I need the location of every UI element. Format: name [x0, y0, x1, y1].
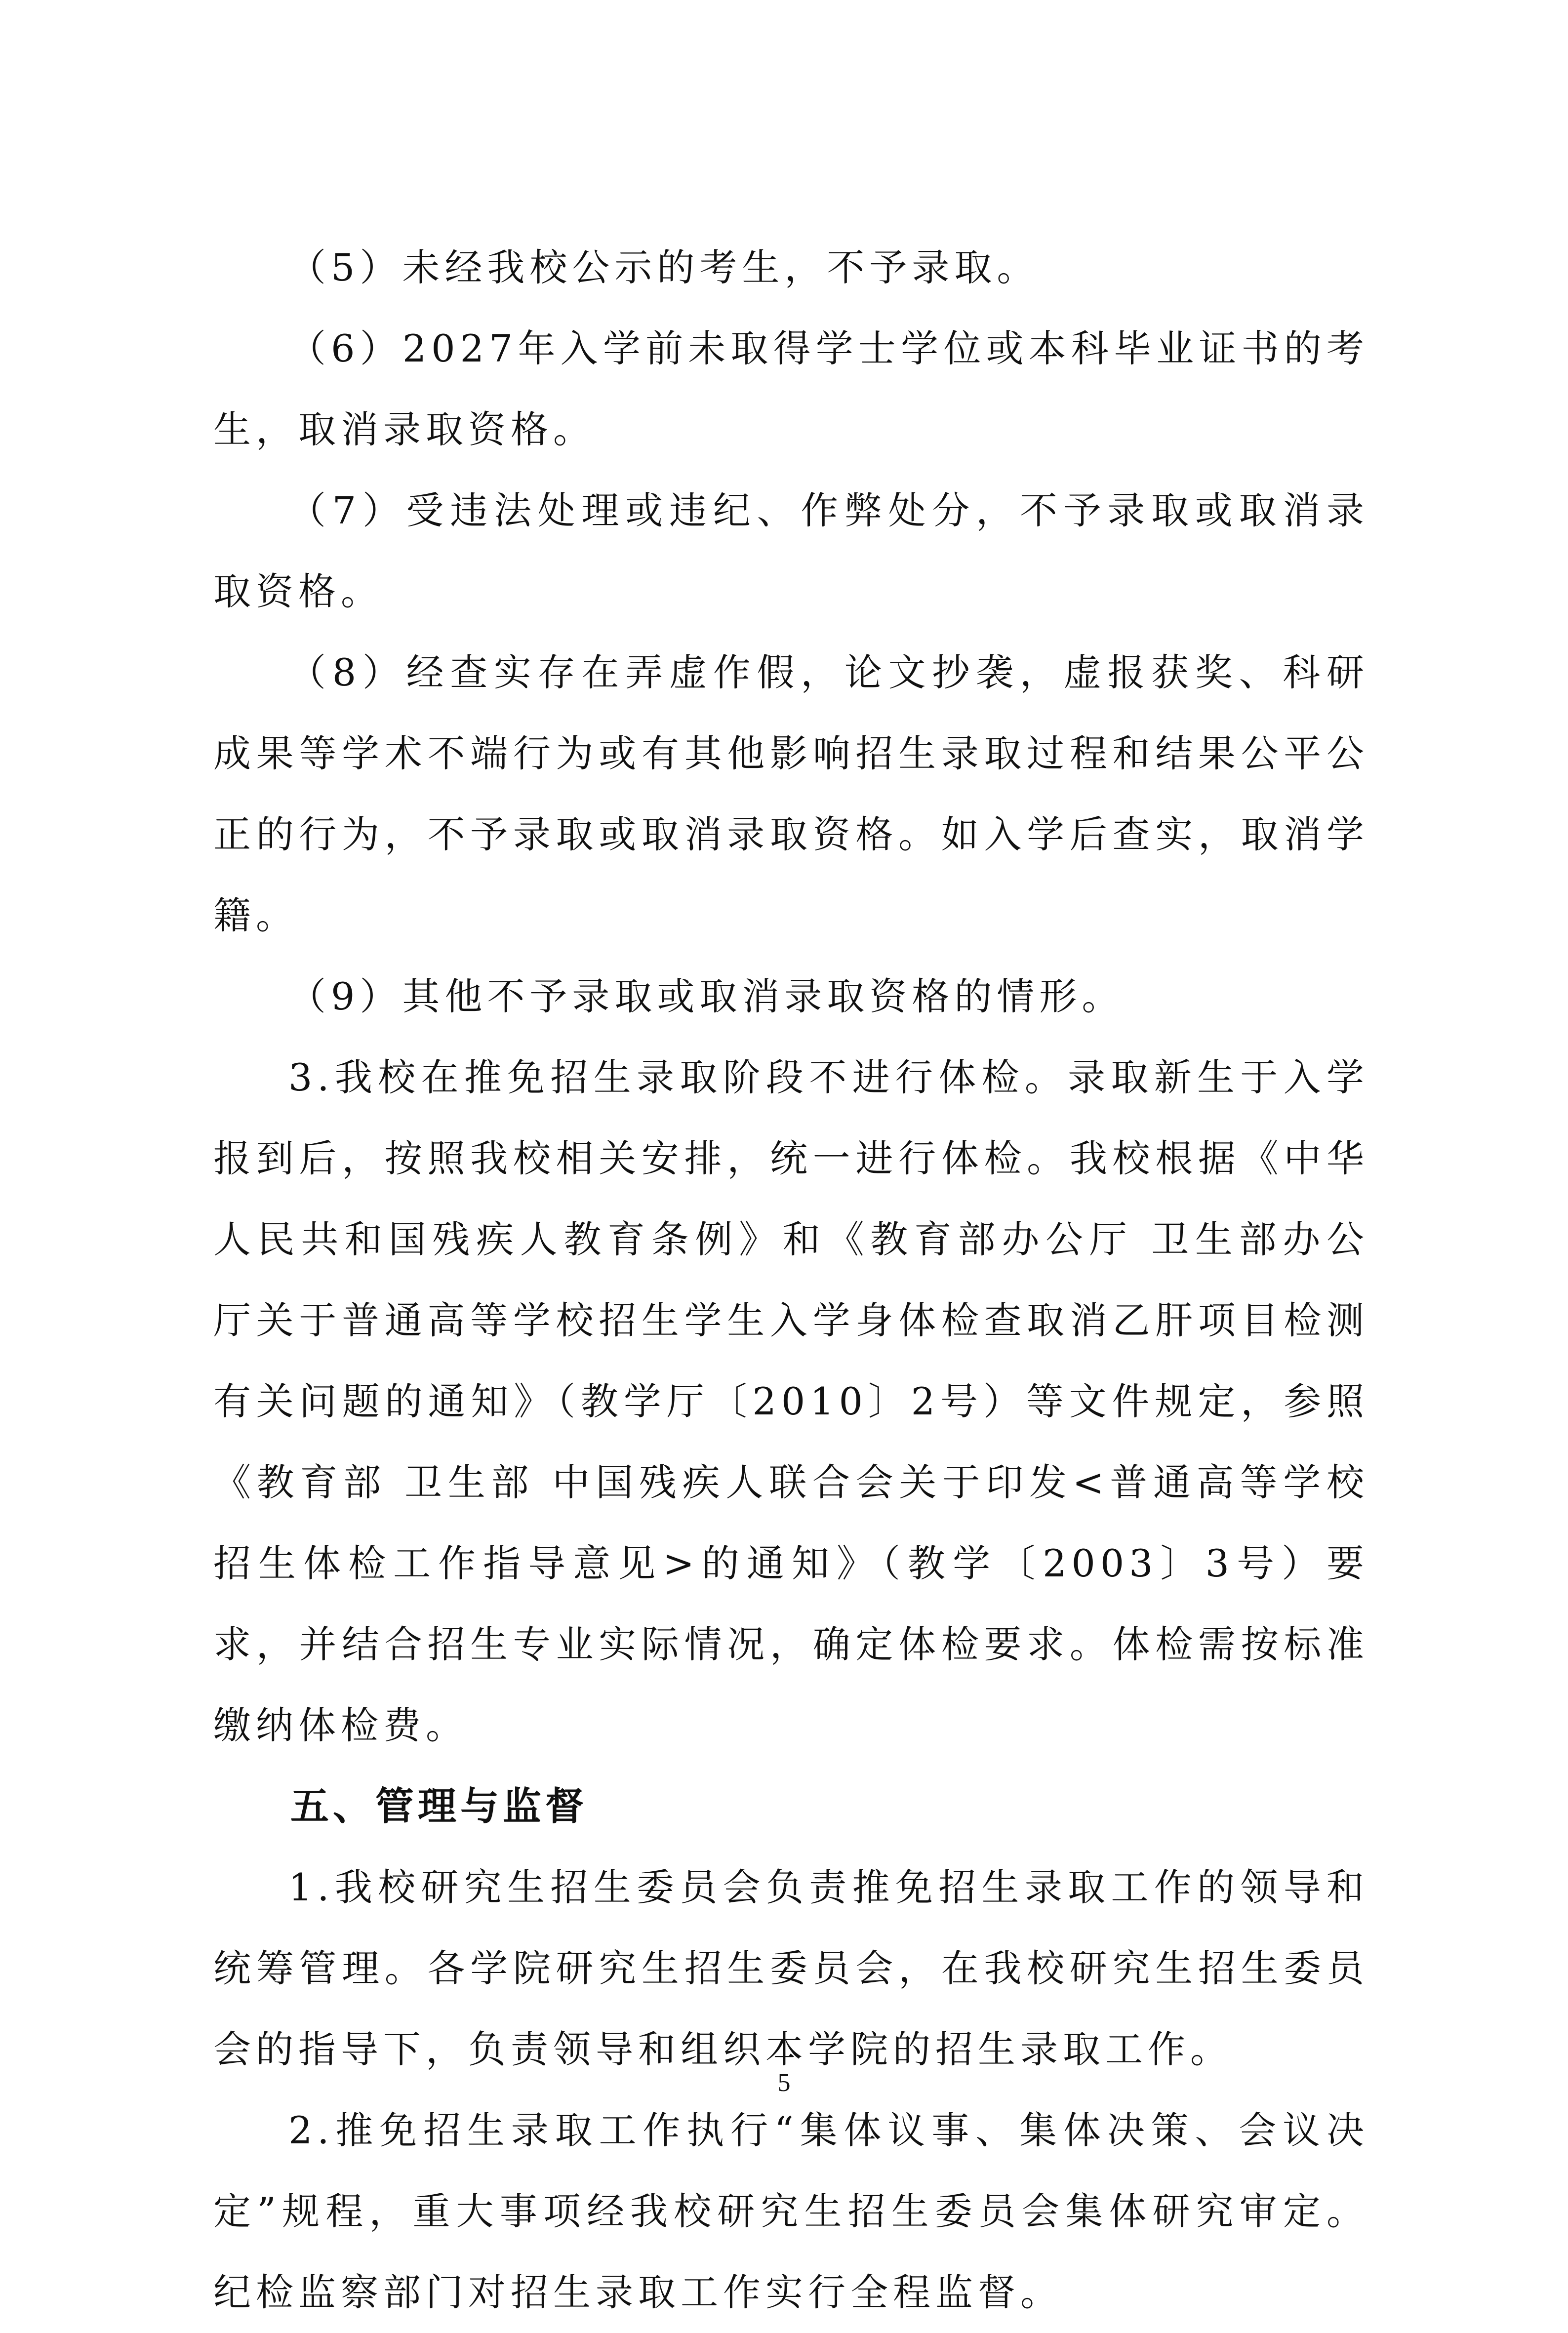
paragraph-item-8: （8）经查实存在弄虚作假，论文抄袭，虚报获奖、科研成果等学术不端行为或有其他影响招生录取过程和结果公平公正的行为，不予录取或取消录取资格。如入学后查实，取消学籍。	[213, 650, 1369, 937]
page-number: 5	[777, 2069, 791, 2097]
paragraph-management-2: 2.推免招生录取工作执行“集体议事、集体决策、会议决定”规程，重大事项经我校研究生招生委员会集体研究审定。纪检监察部门对招生录取工作实行全程监督。	[213, 2108, 1369, 2314]
paragraph-item-7: （7）受违法处理或违纪、作弊处分，不予录取或取消录取资格。	[213, 488, 1369, 613]
paragraph-management-1: 1.我校研究生招生委员会负责推免招生录取工作的领导和统筹管理。各学院研究生招生委员会，在我校研究生招生委员会的指导下，负责领导和组织本学院的招生录取工作。	[213, 1865, 1369, 2071]
paragraph-item-5: （5）未经我校公示的考生，不予录取。	[288, 245, 1040, 289]
section-heading: 五、管理与监督	[290, 1784, 588, 1829]
document-body	[213, 227, 1369, 2333]
paragraph-item-9: （9）其他不予录取或取消录取资格的情形。	[288, 974, 1125, 1018]
paragraph-physical-exam: 3.我校在推免招生录取阶段不进行体检。录取新生于入学报到后，按照我校相关安排，统一进行体检。我校根据《中华人民共和国残疾人教育条例》和《教育部办公厅 卫生部办公厅关于普通高等学校招生学生入学身体检查取消乙肝项目检测有关问题的通知》（教学厅〔2010〕2号）等文件规定，参照《教育部 卫生部 中国残疾人联合会关于印发<普通高等学校招生体检工作指导意见>的通知》（教学〔2003〕3号）要求，并结合招生专业实际情况，确定体检要求。体检需按标准缴纳体检费。	[213, 1055, 1369, 1747]
paragraph-item-6: （6）2027年入学前未取得学士学位或本科毕业证书的考生，取消录取资格。	[213, 326, 1369, 451]
